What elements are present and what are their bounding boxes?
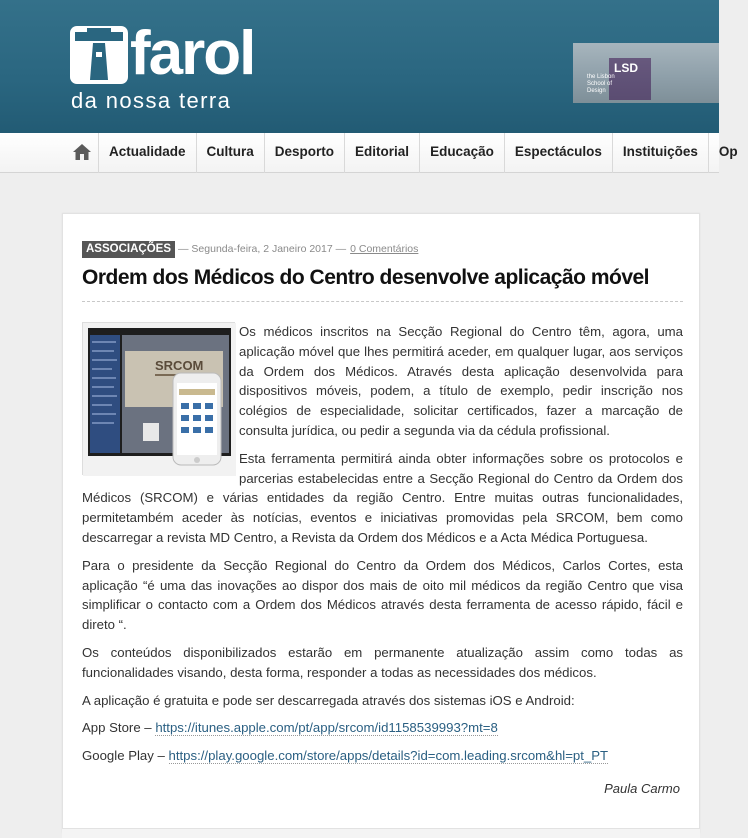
- appstore-label: App Store –: [82, 720, 156, 736]
- site-header: [0, 0, 719, 133]
- nav-item-cultura[interactable]: Cultura: [196, 133, 264, 173]
- googleplay-label: Google Play –: [82, 748, 169, 764]
- main-nav: [0, 133, 738, 173]
- ad-brand: LSD: [614, 61, 638, 75]
- category-badge[interactable]: ASSOCIAÇÕES: [82, 241, 175, 258]
- image-srcom-text: SRCOM: [155, 358, 204, 373]
- title-divider: [82, 301, 683, 302]
- article-meta: [82, 240, 418, 258]
- article-card: [62, 213, 700, 833]
- googleplay-line: [82, 746, 683, 766]
- appstore-link[interactable]: https://itunes.apple.com/pt/app/srcom/id1158539993?mt=8: [155, 720, 498, 736]
- home-icon[interactable]: [72, 142, 92, 162]
- article-paragraph: Os conteúdos disponibilizados estarão em permanente atualização assim como todas as funcionalidades visando, desta forma, responder a todas as necessidades dos médicos.: [82, 644, 683, 680]
- googleplay-link[interactable]: https://play.google.com/store/apps/details?id=com.leading.srcom&hl=pt_PT: [168, 748, 609, 764]
- article-paragraph: A aplicação é gratuita e pode ser descarregada através dos sistemas iOS e Android:: [82, 692, 575, 708]
- nav-item-desporto[interactable]: Desporto: [264, 133, 344, 173]
- nav-items: [98, 133, 748, 173]
- next-card-edge: [62, 828, 700, 838]
- appstore-line: [82, 718, 683, 738]
- nav-item-editorial[interactable]: Editorial: [344, 133, 419, 173]
- article-body: [82, 322, 683, 774]
- ad-banner[interactable]: [573, 43, 719, 103]
- ad-caption: the Lisbon School of Design: [587, 74, 615, 94]
- nav-item-educacao[interactable]: Educação: [419, 133, 504, 173]
- nav-item-instituicoes[interactable]: Instituições: [612, 133, 708, 173]
- comments-link[interactable]: 0 Comentários: [350, 243, 419, 255]
- article-image[interactable]: [82, 322, 235, 475]
- article-title[interactable]: Ordem dos Médicos do Centro desenvolve aplicação móvel: [82, 266, 650, 289]
- site-tagline: da nossa terra: [71, 88, 232, 113]
- nav-item-opiniao[interactable]: Op: [708, 133, 748, 173]
- article-author: Paula Carmo: [604, 781, 680, 796]
- lighthouse-logo-icon[interactable]: [70, 26, 128, 84]
- nav-item-espectaculos[interactable]: Espectáculos: [504, 133, 612, 173]
- article-paragraph: Esta ferramenta permitirá ainda obter informações sobre os protocolos e parcerias estabelecidas entre a Secção Regional do Centro da Ordem dos Médicos (SRCOM) e várias entidades da região Centro. Entre muitas outras funcionalidades, permitetambém aceder às notícias, eventos e iniciativas promovidas pela SRCOM, bem como descarregar a revista MD Centro, a Revista da Ordem dos Médicos e a Acta Médica Portuguesa.: [82, 450, 683, 545]
- article-paragraph: Os médicos inscritos na Secção Regional do Centro têm, agora, uma aplicação móvel que lhes permitirá aceder, em qualquer lugar, aos serviços da Ordem dos Médicos. Através desta aplicação desenvolvida para dispositivos móveis, podem, a título de exemplo, pedir inscrição nos colégios de especialidade, solicitar certificados, fazer a marcação de consulta jurídica, ou pedir a segunda via da cédula profissional.: [239, 324, 683, 438]
- nav-item-actualidade[interactable]: Actualidade: [98, 133, 196, 173]
- article-paragraph: Para o presidente da Secção Regional do Centro da Ordem dos Médicos, Carlos Cortes, esta aplicação “é uma das inovações ao dispor dos mais de oito mil médicos da região Centro que visa simplificar o contacto com a Ordem dos Médicos através desta ferramenta de acesso rápido, fácil e direto “.: [82, 557, 683, 633]
- site-logo-word[interactable]: farol: [130, 19, 255, 88]
- article-date: — Segunda-feira, 2 Janeiro 2017 —: [178, 243, 347, 255]
